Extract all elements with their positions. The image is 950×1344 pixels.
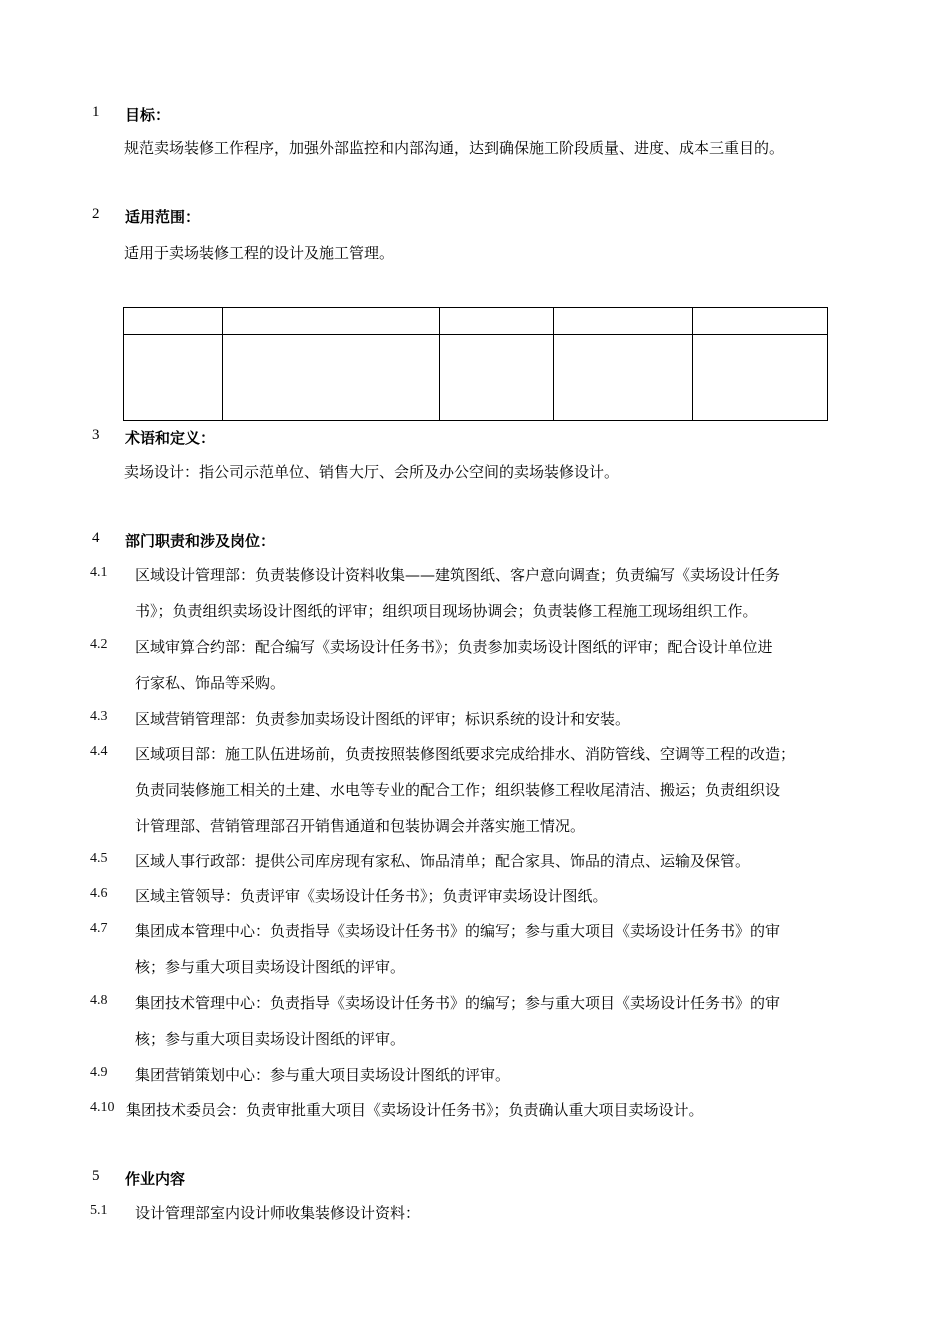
item-4-4-line-3: 计管理部、营销管理部召开销售通道和包装协调会并落实施工情况。	[135, 817, 586, 835]
item-4-6-number: 4.6	[90, 886, 108, 901]
item-4-9-number: 4.9	[90, 1065, 108, 1080]
section-4-title: 部门职责和涉及岗位：	[125, 532, 276, 550]
item-4-8-number: 4.8	[90, 993, 108, 1008]
empty-table	[123, 307, 828, 421]
table-cell	[124, 308, 223, 335]
section-1-number: 1	[92, 104, 100, 120]
section-1-title: 目标：	[125, 106, 171, 124]
table-cell	[693, 335, 828, 421]
table-cell	[223, 335, 440, 421]
item-4-7-line-1: 集团成本管理中心：负责指导《卖场设计任务书》的编写；参与重大项目《卖场设计任务书》的审	[135, 922, 781, 940]
table-cell	[554, 335, 693, 421]
item-4-8-line-2: 核；参与重大项目卖场设计图纸的评审。	[135, 1030, 406, 1048]
table-cell	[440, 308, 554, 335]
section-2-number: 2	[92, 206, 100, 222]
item-4-6-line-1: 区域主管领导：负责评审《卖场设计任务书》；负责评审卖场设计图纸。	[135, 887, 608, 905]
section-2-body: 适用于卖场装修工程的设计及施工管理。	[124, 244, 395, 262]
item-4-4-number: 4.4	[90, 744, 108, 759]
item-5-1-line-1: 设计管理部室内设计师收集装修设计资料：	[135, 1204, 421, 1222]
item-4-10-number: 4.10	[90, 1100, 115, 1115]
item-4-1-line-1: 区域设计管理部：负责装修设计资料收集——建筑图纸、客户意向调查；负责编写《卖场设计任务	[135, 566, 781, 584]
item-4-2-line-1: 区域审算合约部：配合编写《卖场设计任务书》；负责参加卖场设计图纸的评审；配合设计单位进	[135, 638, 773, 656]
section-3-body: 卖场设计：指公司示范单位、销售大厅、会所及办公空间的卖场装修设计。	[124, 463, 620, 481]
item-4-4-line-1: 区域项目部：施工队伍进场前，负责按照装修图纸要求完成给排水、消防管线、空调等工程的改造；	[135, 745, 796, 763]
table-cell	[693, 308, 828, 335]
section-3-title: 术语和定义：	[125, 429, 216, 447]
section-2-title: 适用范围：	[125, 208, 201, 226]
section-1-body: 规范卖场装修工作程序，加强外部监控和内部沟通，达到确保施工阶段质量、进度、成本三重目的。	[124, 139, 785, 157]
item-4-5-number: 4.5	[90, 851, 108, 866]
item-4-8-line-1: 集团技术管理中心：负责指导《卖场设计任务书》的编写；参与重大项目《卖场设计任务书》的审	[135, 994, 781, 1012]
section-5-title: 作业内容	[125, 1170, 186, 1188]
table-cell	[440, 335, 554, 421]
table-cell	[124, 335, 223, 421]
item-4-2-number: 4.2	[90, 637, 108, 652]
item-4-1-number: 4.1	[90, 565, 108, 580]
table-cell	[223, 308, 440, 335]
item-4-2-line-2: 行家私、饰品等采购。	[135, 674, 286, 692]
item-4-4-line-2: 负责同装修施工相关的土建、水电等专业的配合工作；组织装修工程收尾清洁、搬运；负责组织设	[135, 781, 781, 799]
item-4-1-line-2: 书》；负责组织卖场设计图纸的评审；组织项目现场协调会；负责装修工程施工现场组织工作。	[135, 602, 758, 620]
item-4-3-number: 4.3	[90, 709, 108, 724]
item-4-7-number: 4.7	[90, 921, 108, 936]
section-3-number: 3	[92, 427, 100, 443]
table-cell	[554, 308, 693, 335]
section-5-number: 5	[92, 1168, 100, 1184]
item-4-9-line-1: 集团营销策划中心：参与重大项目卖场设计图纸的评审。	[135, 1066, 511, 1084]
item-4-3-line-1: 区域营销管理部：负责参加卖场设计图纸的评审；标识系统的设计和安装。	[135, 710, 631, 728]
item-4-5-line-1: 区域人事行政部：提供公司库房现有家私、饰品清单；配合家具、饰品的清点、运输及保管。	[135, 852, 751, 870]
item-4-10-line-1: 集团技术委员会：负责审批重大项目《卖场设计任务书》；负责确认重大项目卖场设计。	[126, 1101, 704, 1119]
section-4-number: 4	[92, 530, 100, 546]
item-4-7-line-2: 核；参与重大项目卖场设计图纸的评审。	[135, 958, 406, 976]
item-5-1-number: 5.1	[90, 1203, 108, 1218]
